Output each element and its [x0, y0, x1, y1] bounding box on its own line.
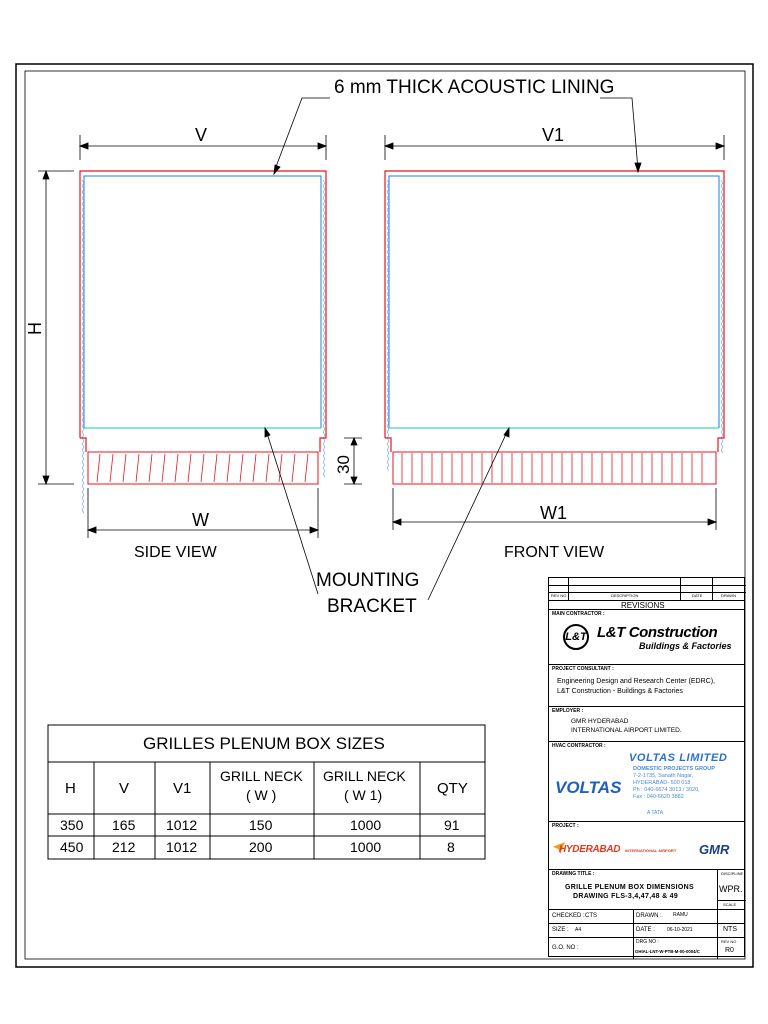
employer-line2: INTERNATIONAL AIRPORT LIMITED.: [571, 727, 682, 734]
size-row: [549, 923, 744, 937]
drawing-number-row: [549, 937, 744, 958]
front-view-box: [385, 171, 724, 484]
voltas-logo: VOLTAS: [555, 778, 622, 797]
bracket-height-label: 30: [334, 455, 353, 474]
svg-text:350: 350: [60, 817, 84, 833]
employer-label: EMPLOYER :: [552, 708, 584, 714]
bracket-label-line2: BRACKET: [327, 596, 417, 617]
employer-section: [549, 706, 744, 741]
svg-text:1012: 1012: [166, 839, 198, 855]
discipline-value: WPR.: [719, 884, 743, 894]
side-view-box: [80, 171, 326, 513]
front-view-label: FRONT VIEW: [504, 544, 605, 561]
project-label: PROJECT :: [552, 823, 579, 829]
drawing-no-value: GHIAL-LNT-W-PTB-M-00-0004/C: [635, 949, 700, 954]
svg-text:8: 8: [447, 839, 455, 855]
discipline-label: DISCIPLINE: [721, 871, 744, 876]
table-row: [60, 817, 460, 833]
date-value: 06-10-2021: [667, 927, 693, 933]
consultant-label: PROJECT CONSULTANT :: [552, 666, 614, 672]
lt-sub: Buildings & Factories: [639, 641, 732, 651]
main-contractor-section: [549, 609, 744, 664]
drawn-label: DRAWN :: [636, 913, 662, 919]
svg-text:165: 165: [112, 817, 136, 833]
bracket-label-line1: MOUNTING: [316, 570, 420, 591]
drawing-title-line2: DRAWING FLS-3,4,47,48 & 49: [573, 893, 679, 900]
consultant-line1: Engineering Design and Research Center (EDRC),: [557, 678, 715, 685]
hvac-section: [549, 741, 744, 821]
date-header: DATE: [692, 593, 703, 598]
svg-text:150: 150: [249, 817, 273, 833]
title-block: [548, 577, 745, 957]
consultant-line2: L&T Construction - Buildings & Factories: [557, 688, 683, 695]
header-neck-w-1: GRILL NECK: [220, 768, 303, 784]
revisions-label: REVISIONS: [621, 601, 665, 610]
side-width-top-label: V: [195, 125, 208, 145]
header-neck-w1-1: GRILL NECK: [323, 768, 406, 784]
project-logo: HYDERABAD: [559, 844, 621, 855]
svg-text:91: 91: [444, 817, 460, 833]
lining-label: 6 mm THICK ACOUSTIC LINING: [334, 77, 615, 98]
project-section: [549, 821, 744, 869]
drawing-title-label: DRAWING TITLE :: [552, 871, 595, 877]
checked-label: CHECKED :: [552, 913, 585, 919]
voltas-address: DOMESTIC PROJECTS GROUP 7-2-1735, Sanath Nagar, HYDERABAD- 500 018 Ph : 040-6674 3013 / 3020, Fax : 040-6620 3882: [633, 766, 715, 800]
size-label: SIZE :: [552, 927, 569, 933]
hvac-label: HVAC CONTRACTOR :: [552, 743, 606, 749]
header-v1: V1: [173, 780, 192, 797]
svg-text:1000: 1000: [350, 839, 382, 855]
employer-line1: GMR HYDERABAD: [571, 718, 629, 725]
dimension-lines: [38, 135, 724, 538]
scale-label: SCALE: [723, 902, 737, 907]
side-view-label: SIDE VIEW: [134, 544, 217, 561]
checked-row: [549, 909, 744, 923]
lt-logo: [563, 624, 743, 654]
voltas-head: VOLTAS LIMITED: [629, 752, 728, 764]
drawing-title-section: [549, 869, 744, 909]
svg-text:200: 200: [249, 839, 273, 855]
svg-text:1012: 1012: [166, 817, 198, 833]
size-value: A4: [575, 927, 582, 933]
revisions-row: [549, 600, 744, 609]
revision-grid: [549, 578, 744, 600]
voltas-tag: A TATA: [647, 810, 664, 816]
go-label: G.O. NO :: [552, 945, 579, 951]
table-title: GRILLES PLENUM BOX SIZES: [143, 734, 385, 753]
height-label: H: [25, 322, 45, 335]
table-row: [60, 839, 455, 855]
header-neck-w-2: ( W ): [246, 787, 277, 803]
scale-value: NTS: [723, 926, 737, 933]
date-label: DATE :: [636, 927, 655, 933]
header-qty: QTY: [437, 780, 468, 797]
project-sub: INTERNATIONAL AIRPORT: [625, 848, 677, 853]
svg-text:1000: 1000: [350, 817, 382, 833]
header-neck-w1-2: ( W 1): [344, 787, 383, 803]
front-width-bottom-label: W1: [540, 503, 567, 523]
svg-text:212: 212: [112, 839, 136, 855]
main-contractor-label: MAIN CONTRACTOR :: [552, 611, 605, 617]
checked-value: CTS: [585, 913, 597, 919]
description-header: DESCRIPTION: [611, 593, 639, 598]
lt-name: L&T Construction: [597, 624, 718, 641]
lt-circle-icon: L&T: [563, 624, 589, 650]
rev-label: REV NO: [721, 939, 737, 944]
front-width-top-label: V1: [542, 125, 565, 145]
rev-no-header: REV NO: [551, 593, 567, 598]
drawn-value: RAMU: [673, 912, 688, 918]
gmr-logo: GMR: [699, 842, 730, 857]
drawing-title-line1: GRILLE PLENUM BOX DIMENSIONS: [565, 884, 694, 891]
drawn-header: DRAWN: [721, 593, 736, 598]
svg-text:450: 450: [60, 839, 84, 855]
rev-value: R0: [725, 947, 734, 954]
consultant-section: [549, 664, 744, 706]
header-v: V: [119, 780, 130, 797]
header-h: H: [65, 780, 76, 797]
drawing-no-label: DRG NO :: [636, 939, 659, 945]
side-width-bottom-label: W: [192, 510, 209, 530]
